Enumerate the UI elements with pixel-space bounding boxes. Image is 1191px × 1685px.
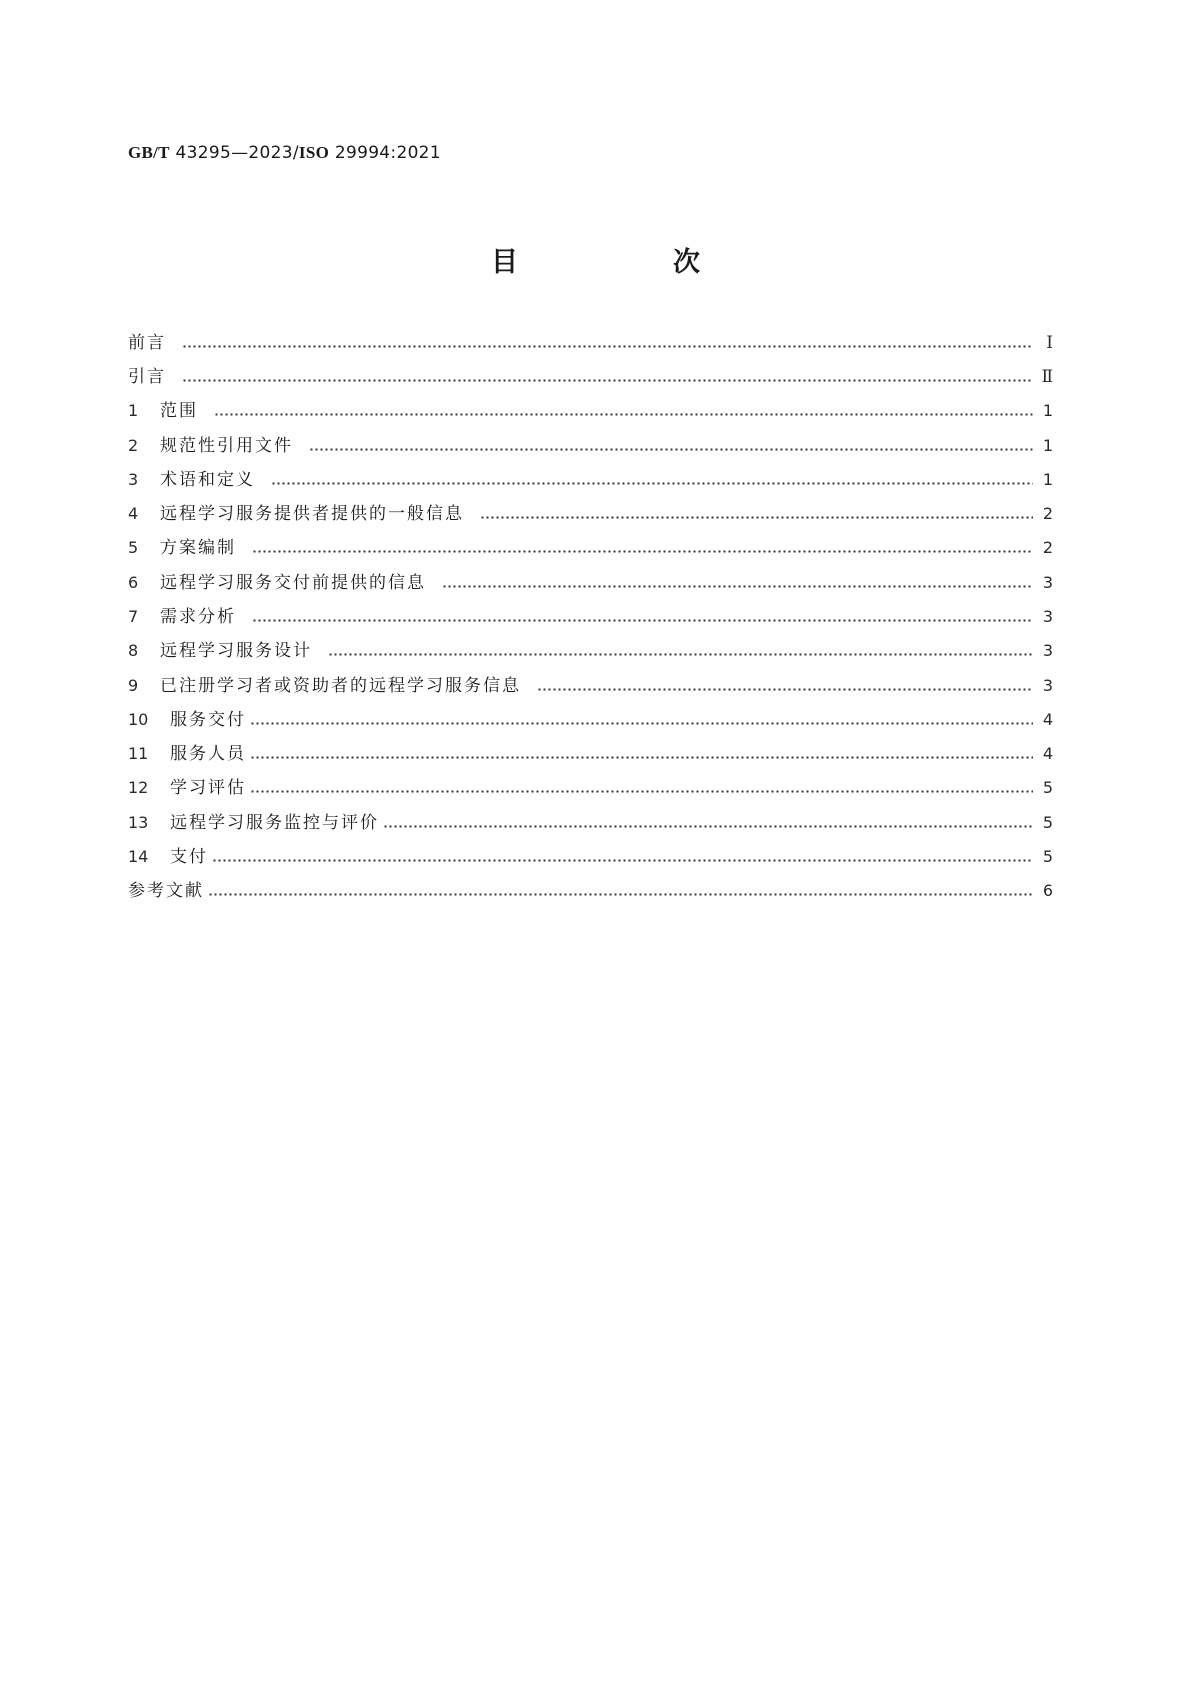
standard-prefix: GB/T [128, 143, 170, 162]
toc-entry-page: 5 [1042, 847, 1053, 866]
standard-number: 43295—2023/ [175, 143, 299, 163]
dot-leader [442, 585, 1033, 588]
toc-entry-number: 6 [128, 573, 139, 592]
toc-entry-label: 远程学习服务提供者提供的一般信息 [160, 504, 464, 524]
toc-entry-number: 9 [128, 676, 139, 695]
toc-entry-page: 3 [1042, 676, 1053, 695]
toc-entry-page: 3 [1042, 607, 1053, 626]
iso-number: 29994:2021 [334, 143, 441, 163]
dot-leader [182, 379, 1033, 382]
toc-entry-label: 远程学习服务交付前提供的信息 [160, 573, 426, 593]
toc-entry-page: 1 [1042, 436, 1053, 455]
toc-entry-page: Ⅰ [1046, 333, 1053, 353]
toc-entry-4[interactable] [128, 499, 1053, 529]
toc-entry-2[interactable] [128, 431, 1053, 461]
toc-entry-page: 3 [1042, 641, 1053, 660]
toc-entry-11[interactable] [128, 739, 1053, 769]
toc-entry-label: 范围 [160, 401, 198, 421]
toc-entry-label: 服务交付 [170, 710, 246, 730]
dot-leader [250, 722, 1033, 725]
toc-entry-number: 1 [128, 401, 139, 420]
toc-entry-number: 7 [128, 607, 139, 626]
toc-entry-page: 5 [1042, 778, 1053, 797]
toc-entry-number: 8 [128, 641, 139, 660]
toc-entry-14[interactable] [128, 842, 1053, 872]
dot-leader [212, 859, 1033, 862]
toc-entry-label: 服务人员 [170, 744, 246, 764]
toc-entry-page: Ⅱ [1041, 367, 1053, 387]
toc-entry-page: 2 [1042, 538, 1053, 557]
toc-entry-bibliography[interactable] [128, 876, 1053, 906]
toc-entry-1[interactable] [128, 396, 1053, 426]
toc-entry-number: 10 [128, 710, 149, 729]
page-title: 目 次 [491, 247, 764, 278]
toc-entry-label: 规范性引用文件 [160, 436, 293, 456]
toc-entry-13[interactable] [128, 808, 1053, 838]
iso-prefix: ISO [298, 143, 330, 162]
toc-entry-3[interactable] [128, 465, 1053, 495]
toc-entry-foreword[interactable] [128, 328, 1053, 358]
toc-entry-page: 1 [1042, 401, 1053, 420]
toc-entry-introduction[interactable] [128, 362, 1053, 392]
dot-leader [252, 619, 1033, 622]
toc-entry-5[interactable] [128, 533, 1053, 563]
toc-entry-label: 引言 [128, 367, 166, 387]
toc-entry-label: 需求分析 [160, 607, 236, 627]
dot-leader [250, 790, 1033, 793]
toc-entry-10[interactable] [128, 705, 1053, 735]
toc-entry-number: 5 [128, 538, 139, 557]
toc-entry-9[interactable] [128, 671, 1053, 701]
toc-entry-label: 支付 [170, 847, 208, 867]
dot-leader [309, 448, 1033, 451]
toc-entry-label: 学习评估 [170, 778, 246, 798]
toc-entry-number: 14 [128, 847, 149, 866]
dot-leader [271, 482, 1033, 485]
toc-entry-page: 1 [1042, 470, 1053, 489]
toc-entry-number: 12 [128, 778, 149, 797]
toc-entry-page: 5 [1042, 813, 1053, 832]
toc-entry-page: 3 [1042, 573, 1053, 592]
toc-entry-label: 前言 [128, 333, 166, 353]
dot-leader [214, 413, 1033, 416]
toc-entry-number: 11 [128, 744, 149, 763]
toc-entry-12[interactable] [128, 773, 1053, 803]
toc-entry-number: 3 [128, 470, 139, 489]
dot-leader [208, 893, 1033, 896]
dot-leader [250, 756, 1033, 759]
toc-entry-label: 远程学习服务设计 [160, 641, 312, 661]
toc-entry-8[interactable] [128, 636, 1053, 666]
dot-leader [537, 688, 1033, 691]
toc-entry-page: 4 [1042, 710, 1053, 729]
toc-entry-page: 6 [1042, 881, 1053, 900]
toc-entry-number: 13 [128, 813, 149, 832]
dot-leader [328, 653, 1033, 656]
toc-entry-label: 已注册学习者或资助者的远程学习服务信息 [160, 676, 521, 696]
toc-entry-label: 术语和定义 [160, 470, 255, 490]
toc-entry-label: 方案编制 [160, 538, 236, 558]
toc-entry-7[interactable] [128, 602, 1053, 632]
toc-entry-label: 远程学习服务监控与评价 [170, 813, 379, 833]
toc-entry-number: 2 [128, 436, 139, 455]
dot-leader [480, 516, 1033, 519]
dot-leader [252, 550, 1033, 553]
toc-entry-label: 参考文献 [128, 881, 204, 901]
toc-entry-page: 4 [1042, 744, 1053, 763]
toc-entry-6[interactable] [128, 568, 1053, 598]
dot-leader [182, 345, 1033, 348]
toc-entry-page: 2 [1042, 504, 1053, 523]
standard-number-header [128, 143, 441, 163]
toc-entry-number: 4 [128, 504, 139, 523]
dot-leader [383, 825, 1033, 828]
